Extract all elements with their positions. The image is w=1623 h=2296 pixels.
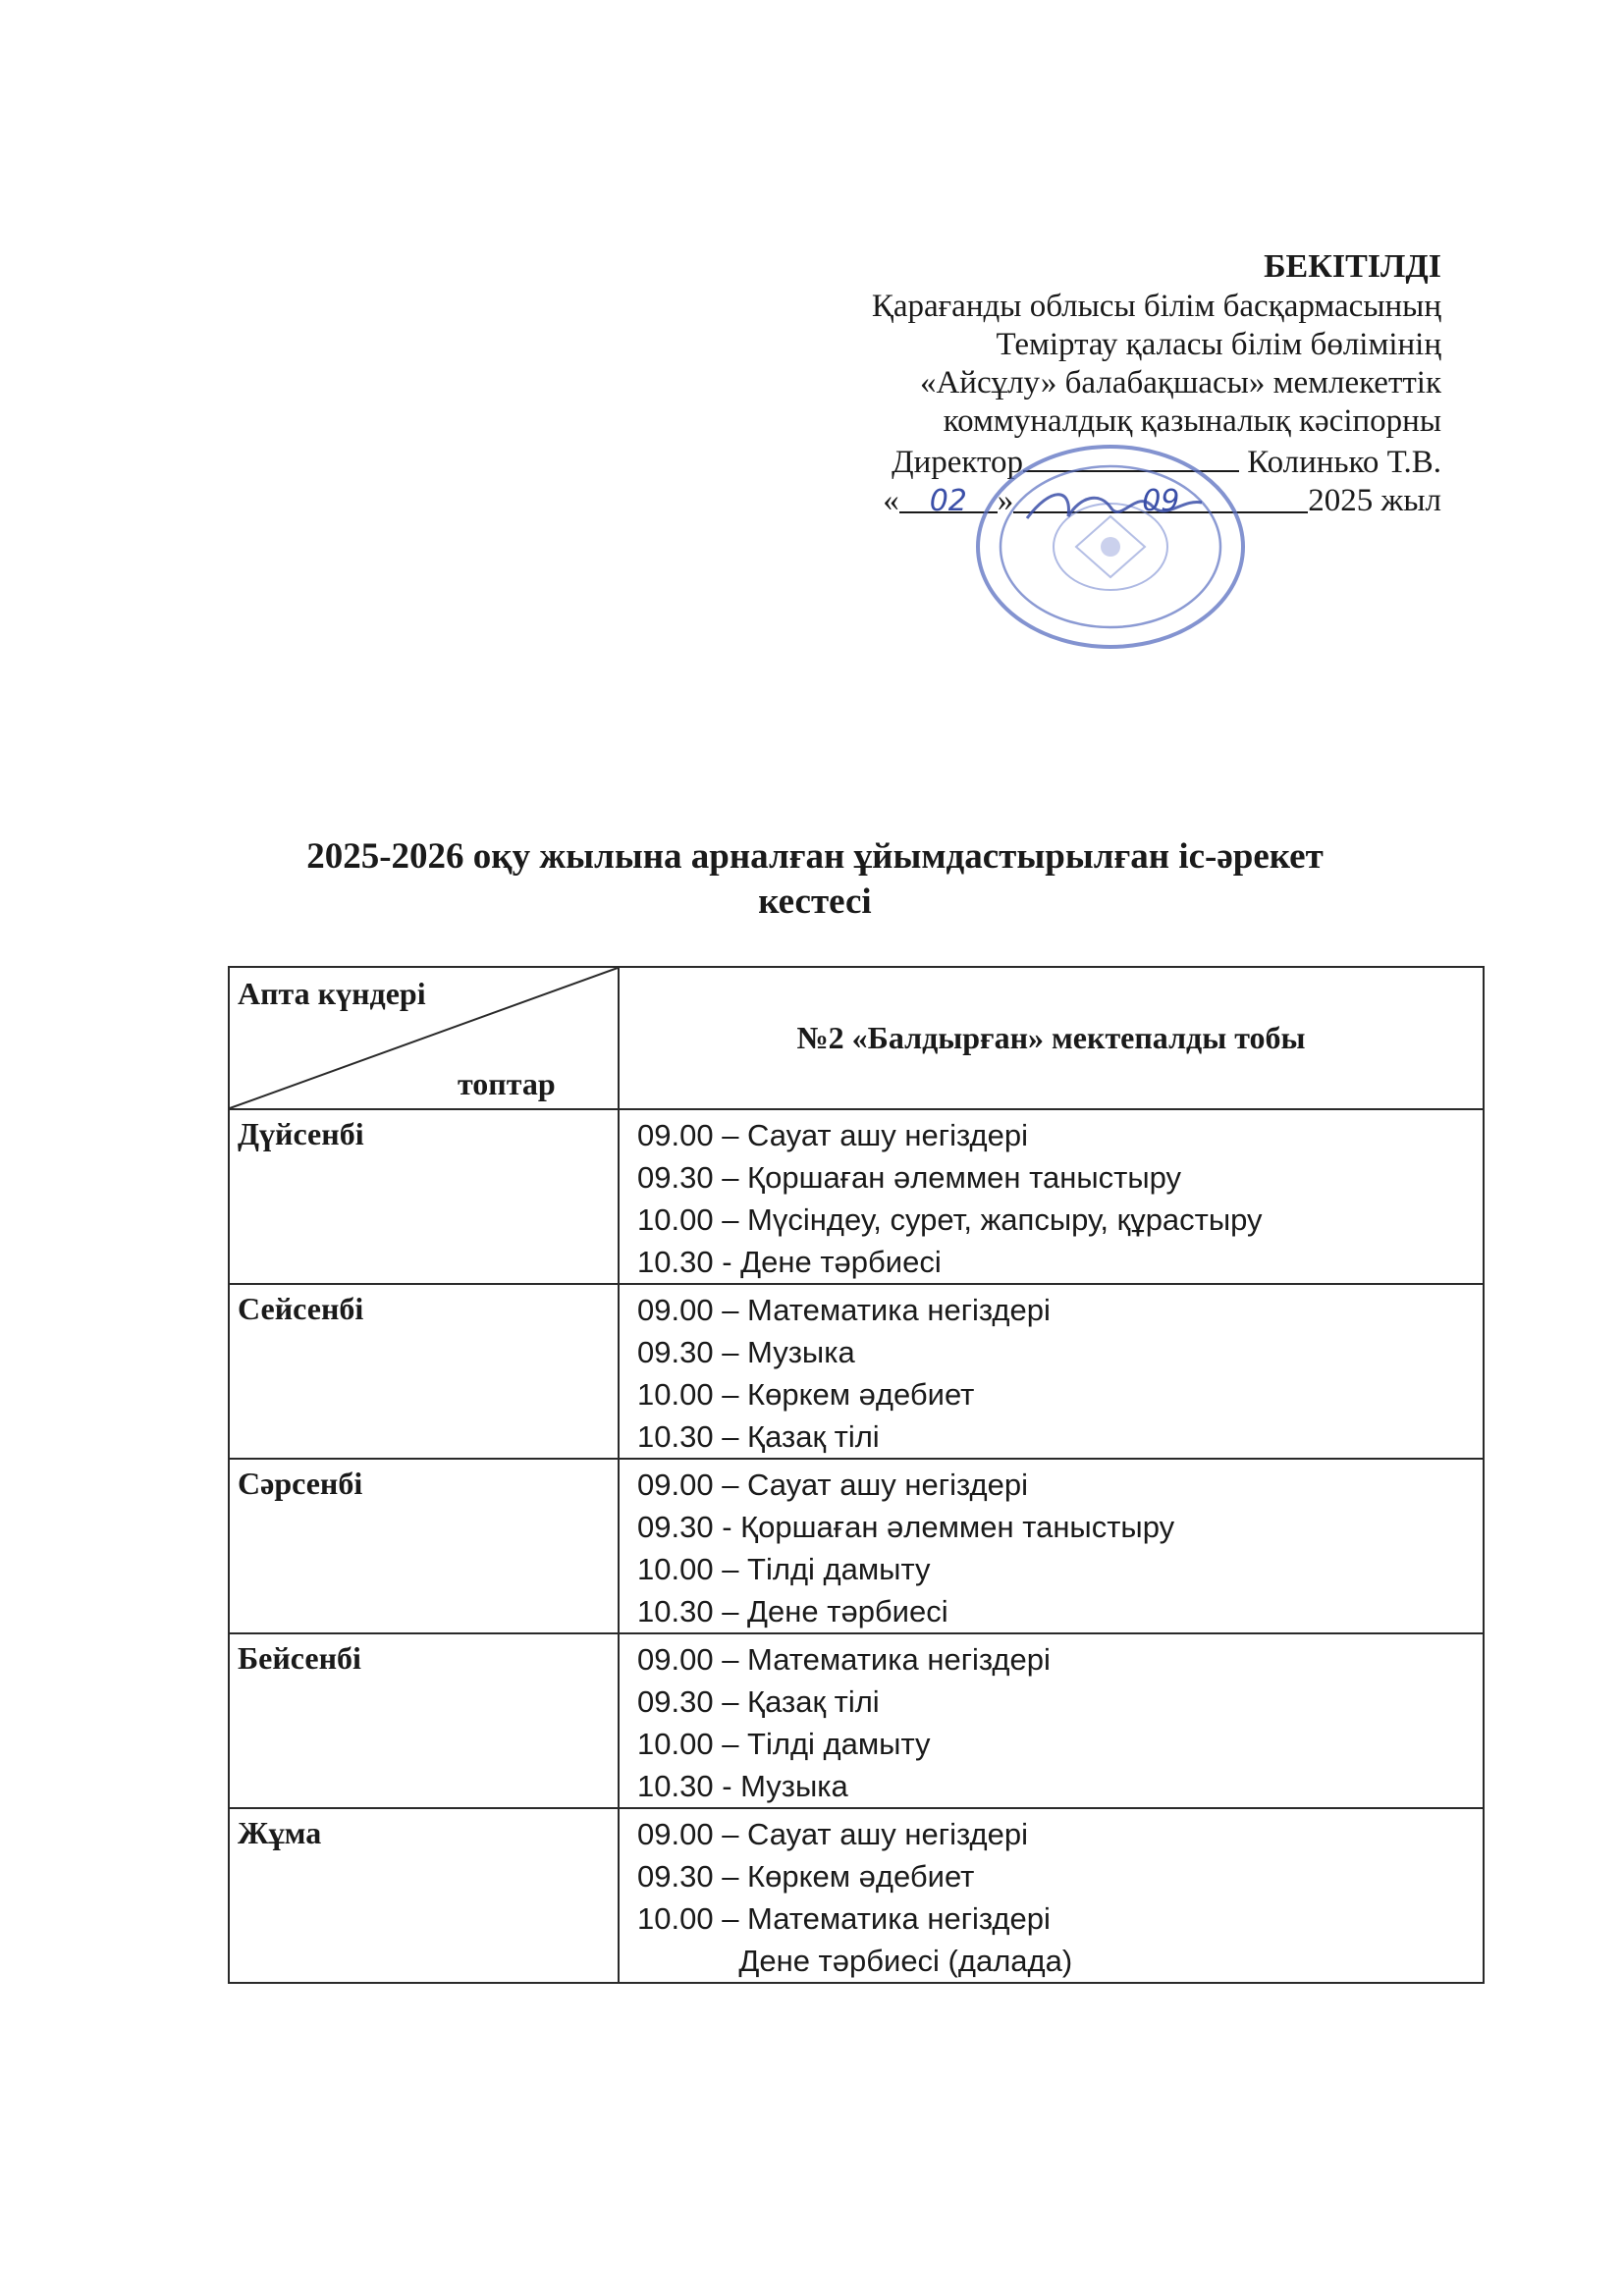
table-row xyxy=(229,1459,1484,1633)
year-text: 2025 жыл xyxy=(1308,483,1441,518)
approval-line: «Айсұлу» балабақшасы» мемлекеттік xyxy=(919,365,1441,400)
activity-item: 10.30 - Музыка xyxy=(637,1769,848,1803)
day-cell: Бейсенбі xyxy=(229,1633,619,1808)
activity-item: 10.00 – Математика негіздері xyxy=(637,1901,1051,1936)
activity-item: 10.30 – Дене тәрбиесі xyxy=(637,1594,948,1629)
date-month-field xyxy=(1013,482,1308,518)
activity-item: 10.00 – Тілді дамыту xyxy=(637,1552,931,1586)
approval-block xyxy=(766,247,1441,520)
day-cell: Сәрсенбі xyxy=(229,1459,619,1633)
day-cell: Сейсенбі xyxy=(229,1284,619,1459)
header-row xyxy=(229,967,1484,1109)
activities-cell xyxy=(619,1109,1484,1284)
table-row xyxy=(229,1808,1484,1983)
director-line xyxy=(766,441,1441,482)
activity-item: 09.30 – Музыка xyxy=(637,1335,855,1369)
activities-cell xyxy=(619,1808,1484,1983)
approval-line: коммуналдық қазыналық кәсіпорны xyxy=(943,403,1441,439)
approval-heading: БЕКІТІЛДІ xyxy=(1264,248,1441,285)
activity-item: 09.30 – Қазақ тілі xyxy=(637,1684,880,1719)
activity-item: 09.00 – Сауат ашу негіздері xyxy=(637,1817,1028,1851)
table-row xyxy=(229,1633,1484,1808)
title-line-2: кестесі xyxy=(758,881,872,922)
group-header: №2 «Балдырған» мектепалды тобы xyxy=(619,967,1484,1109)
day-cell: Жұма xyxy=(229,1808,619,1983)
activities-cell xyxy=(619,1633,1484,1808)
activity-item: Дене тәрбиесі (далада) xyxy=(637,1944,1073,1978)
director-label: Директор xyxy=(892,445,1023,480)
corner-groups-label: топтар xyxy=(458,1066,556,1101)
quote-open: « xyxy=(883,483,899,518)
activity-item: 09.00 – Сауат ашу негіздері xyxy=(637,1468,1028,1502)
table-row xyxy=(229,1109,1484,1284)
document-title xyxy=(177,834,1453,925)
approval-line: Теміртау қаласы білім бөлімінің xyxy=(996,327,1441,362)
activities-cell xyxy=(619,1459,1484,1633)
signature-blank xyxy=(1023,441,1239,472)
activity-item: 10.30 – Қазақ тілі xyxy=(637,1419,880,1454)
activity-item: 10.30 - Дене тәрбиесі xyxy=(637,1245,942,1279)
quote-close: » xyxy=(997,483,1014,518)
activity-item: 09.30 – Көркем әдебиет xyxy=(637,1859,975,1894)
activity-item: 09.00 – Математика негіздері xyxy=(637,1293,1051,1327)
activity-item: 09.00 – Сауат ашу негіздері xyxy=(637,1118,1028,1152)
activity-item: 09.30 - Қоршаған әлеммен таныстыру xyxy=(637,1510,1175,1544)
corner-days-label: Апта күндері xyxy=(238,976,426,1011)
activities-cell xyxy=(619,1284,1484,1459)
title-line-1: 2025-2026 оқу жылына арналған ұйымдастырылған іс-әрекет xyxy=(306,836,1324,877)
activity-item: 10.00 – Тілді дамыту xyxy=(637,1727,931,1761)
date-day-field xyxy=(899,482,998,518)
date-day: 02 xyxy=(929,484,967,518)
approval-line: Қарағанды облысы білім басқармасының xyxy=(871,289,1441,324)
schedule-table xyxy=(228,966,1485,1984)
activity-item: 10.00 – Көркем әдебиет xyxy=(637,1377,975,1412)
director-name: Колинько Т.В. xyxy=(1247,445,1441,480)
activity-item: 09.30 – Қоршаған әлеммен таныстыру xyxy=(637,1160,1182,1195)
corner-header-cell xyxy=(229,967,619,1109)
table-row xyxy=(229,1284,1484,1459)
day-cell: Дүйсенбі xyxy=(229,1109,619,1284)
date-line xyxy=(766,482,1441,520)
date-month: 09 xyxy=(1142,484,1180,518)
activity-item: 09.00 – Математика негіздері xyxy=(637,1642,1051,1677)
activity-item: 10.00 – Мүсіндеу, сурет, жапсыру, құрастыру xyxy=(637,1202,1263,1237)
